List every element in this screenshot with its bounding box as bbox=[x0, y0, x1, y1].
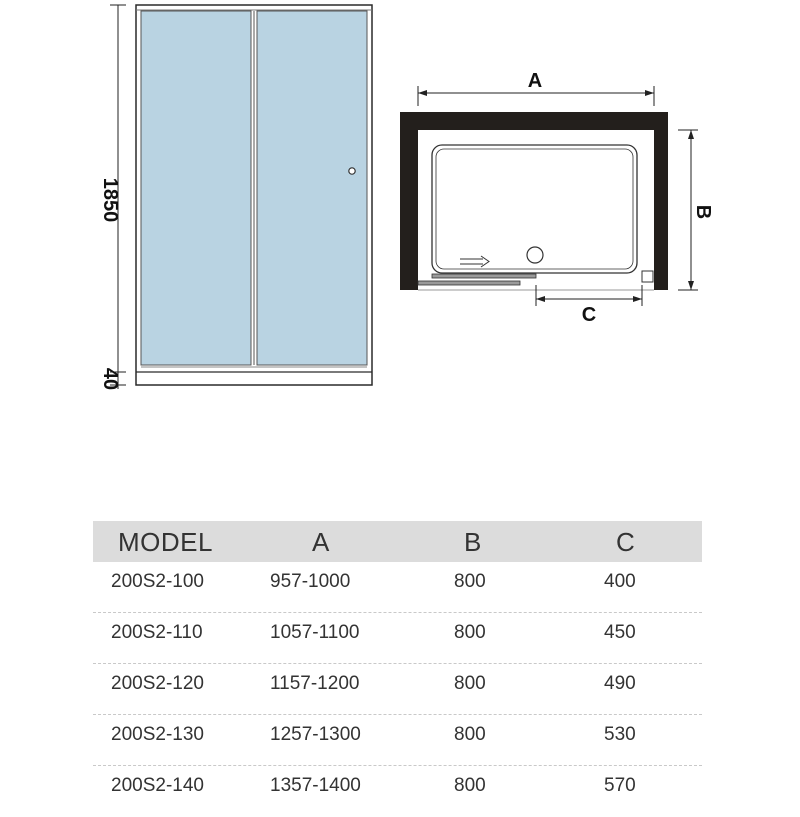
cell-a: 1257-1300 bbox=[270, 724, 361, 745]
sliding-glass-panel bbox=[257, 11, 367, 365]
header-a: A bbox=[312, 527, 330, 557]
table-row bbox=[93, 766, 702, 817]
plan-view-drawing bbox=[390, 60, 720, 400]
cell-model: 200S2-130 bbox=[111, 724, 204, 745]
header-c: C bbox=[616, 527, 636, 557]
cell-model: 200S2-120 bbox=[111, 673, 204, 694]
cell-model: 200S2-110 bbox=[111, 622, 203, 643]
drain-icon bbox=[527, 247, 543, 263]
cell-a: 1157-1200 bbox=[270, 673, 360, 694]
cell-b: 800 bbox=[454, 571, 486, 592]
table-row bbox=[93, 562, 702, 613]
cell-b: 800 bbox=[454, 673, 486, 694]
height-dimension-label: 1850 bbox=[99, 177, 121, 223]
width-a-label: A bbox=[527, 70, 543, 92]
cell-b: 800 bbox=[454, 724, 486, 745]
table-row bbox=[93, 664, 702, 715]
cell-model: 200S2-140 bbox=[111, 775, 204, 796]
door-track bbox=[432, 274, 536, 278]
fixed-glass-panel bbox=[141, 11, 251, 365]
base-dimension-label: 40 bbox=[99, 367, 121, 391]
cell-c: 530 bbox=[604, 724, 636, 745]
dimension-table bbox=[93, 521, 702, 817]
cell-a: 1357-1400 bbox=[270, 775, 361, 796]
table-header bbox=[93, 521, 702, 562]
right-arrow-icon bbox=[460, 256, 489, 267]
table-row bbox=[93, 715, 702, 766]
cell-model: 200S2-100 bbox=[111, 571, 204, 592]
cell-a: 957-1000 bbox=[270, 571, 351, 592]
cell-a: 1057-1100 bbox=[270, 622, 360, 643]
cell-c: 450 bbox=[604, 622, 636, 643]
front-view-drawing bbox=[0, 0, 400, 420]
cell-c: 490 bbox=[604, 673, 636, 694]
opening-c-label: C bbox=[581, 304, 597, 326]
cell-b: 800 bbox=[454, 622, 486, 643]
cell-c: 400 bbox=[604, 571, 636, 592]
table-row bbox=[93, 613, 702, 664]
depth-b-label: B bbox=[692, 204, 714, 220]
door-handle-icon bbox=[349, 168, 355, 174]
header-model: MODEL bbox=[118, 527, 213, 557]
cell-b: 800 bbox=[454, 775, 486, 796]
cell-c: 570 bbox=[604, 775, 636, 796]
header-b: B bbox=[464, 527, 482, 557]
